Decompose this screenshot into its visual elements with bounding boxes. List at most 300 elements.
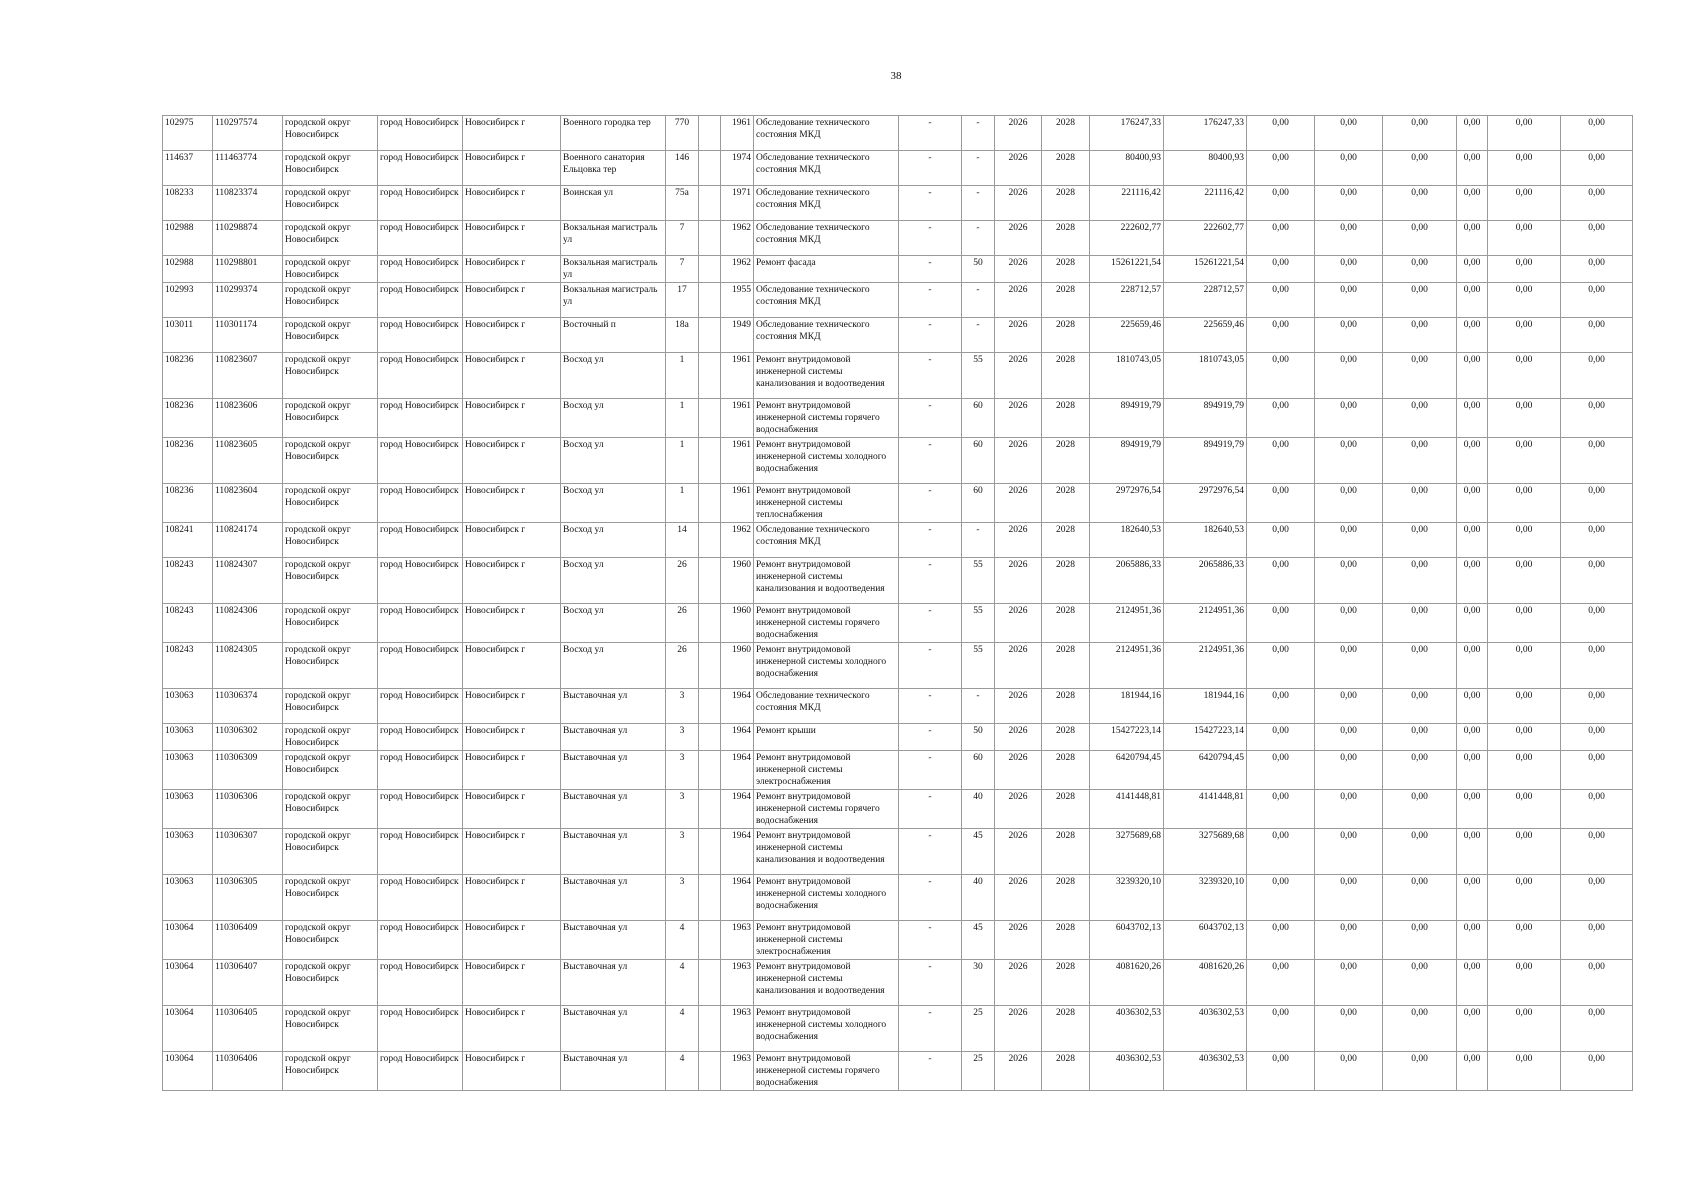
value-cell-2: 0,00 (1315, 604, 1383, 643)
value-cell-3: 0,00 (1383, 221, 1457, 256)
house-number-cell: 770 (666, 116, 699, 151)
work-code-cell: 110824305 (213, 643, 283, 689)
locality-cell: город Новосибирск (378, 318, 463, 353)
build-year-cell: 1960 (721, 558, 754, 604)
end-year-cell: 2028 (1042, 116, 1090, 151)
street-cell: Военного санатория Ельцовка тер (561, 151, 666, 186)
build-year-cell: 1964 (721, 724, 754, 751)
table-row (163, 1006, 1633, 1052)
value-cell-1: 0,00 (1247, 523, 1315, 558)
value-cell-5: 0,00 (1488, 151, 1561, 186)
fund-sum-cell: 222602,77 (1164, 221, 1247, 256)
value-cell-5: 0,00 (1488, 724, 1561, 751)
work-type-cell: Обследование технического состояния МКД (754, 221, 899, 256)
fund-sum-cell: 2972976,54 (1164, 484, 1247, 523)
work-code-cell: 110306405 (213, 1006, 283, 1052)
start-year-cell: 2026 (995, 353, 1042, 399)
empty-cell (699, 1052, 721, 1091)
wear-percent-cell: 45 (962, 829, 995, 875)
total-cost-cell: 182640,53 (1090, 523, 1164, 558)
wear-percent-cell: 55 (962, 353, 995, 399)
total-cost-cell: 6420794,45 (1090, 751, 1164, 790)
city-cell: Новосибирск г (463, 318, 561, 353)
table-row (163, 186, 1633, 221)
work-code-cell: 110824174 (213, 523, 283, 558)
work-type-cell: Обследование технического состояния МКД (754, 186, 899, 221)
house-number-cell: 75а (666, 186, 699, 221)
value-cell-5: 0,00 (1488, 116, 1561, 151)
fund-sum-cell: 15427223,14 (1164, 724, 1247, 751)
value-cell-1: 0,00 (1247, 399, 1315, 438)
end-year-cell: 2028 (1042, 724, 1090, 751)
house-number-cell: 18а (666, 318, 699, 353)
fund-sum-cell: 4036302,53 (1164, 1006, 1247, 1052)
value-cell-6: 0,00 (1561, 186, 1633, 221)
total-cost-cell: 80400,93 (1090, 151, 1164, 186)
work-type-cell: Ремонт внутридомовой инженерной системы канализования и водоотведения (754, 558, 899, 604)
dash-cell: - (899, 221, 962, 256)
empty-cell (699, 604, 721, 643)
dash-cell: - (899, 643, 962, 689)
dash-cell: - (899, 318, 962, 353)
value-cell-2: 0,00 (1315, 1052, 1383, 1091)
street-cell: Восход ул (561, 399, 666, 438)
dash-cell: - (899, 399, 962, 438)
value-cell-2: 0,00 (1315, 829, 1383, 875)
end-year-cell: 2028 (1042, 256, 1090, 283)
house-id-cell: 108233 (163, 186, 213, 221)
table-row (163, 875, 1633, 921)
value-cell-1: 0,00 (1247, 689, 1315, 724)
house-id-cell: 103064 (163, 921, 213, 960)
house-number-cell: 1 (666, 484, 699, 523)
house-id-cell: 102993 (163, 283, 213, 318)
empty-cell (699, 829, 721, 875)
value-cell-3: 0,00 (1383, 751, 1457, 790)
build-year-cell: 1974 (721, 151, 754, 186)
house-number-cell: 26 (666, 558, 699, 604)
locality-cell: город Новосибирск (378, 643, 463, 689)
locality-cell: город Новосибирск (378, 604, 463, 643)
city-cell: Новосибирск г (463, 724, 561, 751)
locality-cell: город Новосибирск (378, 399, 463, 438)
city-cell: Новосибирск г (463, 1006, 561, 1052)
total-cost-cell: 2124951,36 (1090, 643, 1164, 689)
house-id-cell: 108243 (163, 643, 213, 689)
work-type-cell: Обследование технического состояния МКД (754, 283, 899, 318)
value-cell-1: 0,00 (1247, 151, 1315, 186)
value-cell-1: 0,00 (1247, 256, 1315, 283)
empty-cell (699, 1006, 721, 1052)
dash-cell: - (899, 724, 962, 751)
district-cell: городской округ Новосибирск (283, 921, 378, 960)
house-number-cell: 3 (666, 875, 699, 921)
value-cell-4: 0,00 (1457, 643, 1488, 689)
build-year-cell: 1961 (721, 116, 754, 151)
street-cell: Вокзальная магистраль ул (561, 221, 666, 256)
fund-sum-cell: 894919,79 (1164, 438, 1247, 484)
start-year-cell: 2026 (995, 921, 1042, 960)
street-cell: Восход ул (561, 353, 666, 399)
dash-cell: - (899, 438, 962, 484)
work-type-cell: Ремонт фасада (754, 256, 899, 283)
value-cell-2: 0,00 (1315, 186, 1383, 221)
locality-cell: город Новосибирск (378, 116, 463, 151)
empty-cell (699, 256, 721, 283)
value-cell-3: 0,00 (1383, 484, 1457, 523)
value-cell-4: 0,00 (1457, 438, 1488, 484)
house-id-cell: 108243 (163, 604, 213, 643)
value-cell-6: 0,00 (1561, 523, 1633, 558)
city-cell: Новосибирск г (463, 221, 561, 256)
total-cost-cell: 2124951,36 (1090, 604, 1164, 643)
value-cell-5: 0,00 (1488, 558, 1561, 604)
value-cell-2: 0,00 (1315, 399, 1383, 438)
house-number-cell: 4 (666, 1052, 699, 1091)
work-code-cell: 110823607 (213, 353, 283, 399)
table-row (163, 829, 1633, 875)
work-type-cell: Ремонт внутридомовой инженерной системы электроснабжения (754, 921, 899, 960)
wear-percent-cell: - (962, 221, 995, 256)
fund-sum-cell: 228712,57 (1164, 283, 1247, 318)
end-year-cell: 2028 (1042, 790, 1090, 829)
wear-percent-cell: - (962, 523, 995, 558)
city-cell: Новосибирск г (463, 790, 561, 829)
dash-cell: - (899, 116, 962, 151)
value-cell-4: 0,00 (1457, 921, 1488, 960)
start-year-cell: 2026 (995, 790, 1042, 829)
total-cost-cell: 4036302,53 (1090, 1052, 1164, 1091)
work-type-cell: Обследование технического состояния МКД (754, 151, 899, 186)
end-year-cell: 2028 (1042, 318, 1090, 353)
work-code-cell: 111463774 (213, 151, 283, 186)
build-year-cell: 1971 (721, 186, 754, 221)
value-cell-6: 0,00 (1561, 875, 1633, 921)
work-code-cell: 110306306 (213, 790, 283, 829)
house-number-cell: 3 (666, 689, 699, 724)
locality-cell: город Новосибирск (378, 724, 463, 751)
table-row (163, 724, 1633, 751)
value-cell-1: 0,00 (1247, 604, 1315, 643)
value-cell-3: 0,00 (1383, 1006, 1457, 1052)
value-cell-1: 0,00 (1247, 558, 1315, 604)
locality-cell: город Новосибирск (378, 484, 463, 523)
value-cell-3: 0,00 (1383, 256, 1457, 283)
value-cell-4: 0,00 (1457, 1006, 1488, 1052)
locality-cell: город Новосибирск (378, 921, 463, 960)
locality-cell: город Новосибирск (378, 1052, 463, 1091)
house-id-cell: 108236 (163, 353, 213, 399)
total-cost-cell: 6043702,13 (1090, 921, 1164, 960)
value-cell-6: 0,00 (1561, 960, 1633, 1006)
value-cell-1: 0,00 (1247, 484, 1315, 523)
house-number-cell: 4 (666, 921, 699, 960)
value-cell-5: 0,00 (1488, 256, 1561, 283)
build-year-cell: 1963 (721, 960, 754, 1006)
house-id-cell: 114637 (163, 151, 213, 186)
value-cell-3: 0,00 (1383, 558, 1457, 604)
empty-cell (699, 960, 721, 1006)
value-cell-2: 0,00 (1315, 1006, 1383, 1052)
value-cell-6: 0,00 (1561, 1006, 1633, 1052)
house-number-cell: 4 (666, 1006, 699, 1052)
district-cell: городской округ Новосибирск (283, 256, 378, 283)
street-cell: Выставочная ул (561, 875, 666, 921)
district-cell: городской округ Новосибирск (283, 724, 378, 751)
value-cell-5: 0,00 (1488, 221, 1561, 256)
table-row (163, 790, 1633, 829)
end-year-cell: 2028 (1042, 151, 1090, 186)
total-cost-cell: 894919,79 (1090, 399, 1164, 438)
value-cell-2: 0,00 (1315, 484, 1383, 523)
value-cell-1: 0,00 (1247, 353, 1315, 399)
city-cell: Новосибирск г (463, 151, 561, 186)
city-cell: Новосибирск г (463, 643, 561, 689)
empty-cell (699, 399, 721, 438)
house-number-cell: 3 (666, 724, 699, 751)
dash-cell: - (899, 751, 962, 790)
work-type-cell: Обследование технического состояния МКД (754, 116, 899, 151)
value-cell-5: 0,00 (1488, 399, 1561, 438)
city-cell: Новосибирск г (463, 353, 561, 399)
value-cell-6: 0,00 (1561, 724, 1633, 751)
house-id-cell: 108236 (163, 399, 213, 438)
value-cell-1: 0,00 (1247, 438, 1315, 484)
district-cell: городской округ Новосибирск (283, 790, 378, 829)
work-code-cell: 110306309 (213, 751, 283, 790)
district-cell: городской округ Новосибирск (283, 643, 378, 689)
work-type-cell: Ремонт внутридомовой инженерной системы холодного водоснабжения (754, 438, 899, 484)
fund-sum-cell: 176247,33 (1164, 116, 1247, 151)
total-cost-cell: 222602,77 (1090, 221, 1164, 256)
district-cell: городской округ Новосибирск (283, 875, 378, 921)
locality-cell: город Новосибирск (378, 256, 463, 283)
wear-percent-cell: 25 (962, 1006, 995, 1052)
empty-cell (699, 438, 721, 484)
wear-percent-cell: 50 (962, 724, 995, 751)
wear-percent-cell: 60 (962, 751, 995, 790)
build-year-cell: 1964 (721, 875, 754, 921)
value-cell-3: 0,00 (1383, 604, 1457, 643)
value-cell-5: 0,00 (1488, 960, 1561, 1006)
street-cell: Восход ул (561, 643, 666, 689)
district-cell: городской округ Новосибирск (283, 751, 378, 790)
district-cell: городской округ Новосибирск (283, 1006, 378, 1052)
wear-percent-cell: - (962, 283, 995, 318)
work-code-cell: 110823606 (213, 399, 283, 438)
value-cell-2: 0,00 (1315, 318, 1383, 353)
street-cell: Воинская ул (561, 186, 666, 221)
value-cell-1: 0,00 (1247, 116, 1315, 151)
locality-cell: город Новосибирск (378, 353, 463, 399)
work-code-cell: 110306374 (213, 689, 283, 724)
fund-sum-cell: 6420794,45 (1164, 751, 1247, 790)
locality-cell: город Новосибирск (378, 151, 463, 186)
wear-percent-cell: 60 (962, 484, 995, 523)
value-cell-2: 0,00 (1315, 724, 1383, 751)
value-cell-3: 0,00 (1383, 829, 1457, 875)
street-cell: Восход ул (561, 558, 666, 604)
value-cell-3: 0,00 (1383, 1052, 1457, 1091)
table-row (163, 353, 1633, 399)
empty-cell (699, 353, 721, 399)
wear-percent-cell: 55 (962, 643, 995, 689)
total-cost-cell: 3275689,68 (1090, 829, 1164, 875)
work-type-cell: Обследование технического состояния МКД (754, 523, 899, 558)
dash-cell: - (899, 558, 962, 604)
dash-cell: - (899, 1052, 962, 1091)
value-cell-6: 0,00 (1561, 1052, 1633, 1091)
value-cell-5: 0,00 (1488, 283, 1561, 318)
city-cell: Новосибирск г (463, 438, 561, 484)
locality-cell: город Новосибирск (378, 558, 463, 604)
district-cell: городской округ Новосибирск (283, 558, 378, 604)
build-year-cell: 1949 (721, 318, 754, 353)
fund-sum-cell: 4141448,81 (1164, 790, 1247, 829)
end-year-cell: 2028 (1042, 558, 1090, 604)
value-cell-5: 0,00 (1488, 438, 1561, 484)
value-cell-3: 0,00 (1383, 724, 1457, 751)
empty-cell (699, 689, 721, 724)
dash-cell: - (899, 604, 962, 643)
end-year-cell: 2028 (1042, 1052, 1090, 1091)
value-cell-4: 0,00 (1457, 604, 1488, 643)
value-cell-2: 0,00 (1315, 523, 1383, 558)
house-number-cell: 1 (666, 438, 699, 484)
value-cell-6: 0,00 (1561, 689, 1633, 724)
value-cell-4: 0,00 (1457, 283, 1488, 318)
work-code-cell: 110301174 (213, 318, 283, 353)
work-type-cell: Обследование технического состояния МКД (754, 318, 899, 353)
district-cell: городской округ Новосибирск (283, 689, 378, 724)
street-cell: Военного городка тер (561, 116, 666, 151)
value-cell-1: 0,00 (1247, 186, 1315, 221)
build-year-cell: 1955 (721, 283, 754, 318)
end-year-cell: 2028 (1042, 689, 1090, 724)
page-number: 38 (890, 70, 902, 82)
house-number-cell: 7 (666, 221, 699, 256)
value-cell-5: 0,00 (1488, 1052, 1561, 1091)
end-year-cell: 2028 (1042, 353, 1090, 399)
wear-percent-cell: 50 (962, 256, 995, 283)
city-cell: Новосибирск г (463, 604, 561, 643)
house-number-cell: 26 (666, 604, 699, 643)
end-year-cell: 2028 (1042, 186, 1090, 221)
dash-cell: - (899, 1006, 962, 1052)
fund-sum-cell: 3239320,10 (1164, 875, 1247, 921)
work-type-cell: Ремонт внутридомовой инженерной системы горячего водоснабжения (754, 399, 899, 438)
value-cell-1: 0,00 (1247, 724, 1315, 751)
value-cell-2: 0,00 (1315, 921, 1383, 960)
house-number-cell: 146 (666, 151, 699, 186)
wear-percent-cell: - (962, 116, 995, 151)
build-year-cell: 1960 (721, 604, 754, 643)
value-cell-3: 0,00 (1383, 151, 1457, 186)
start-year-cell: 2026 (995, 829, 1042, 875)
table-row (163, 921, 1633, 960)
value-cell-4: 0,00 (1457, 353, 1488, 399)
total-cost-cell: 15261221,54 (1090, 256, 1164, 283)
street-cell: Выставочная ул (561, 921, 666, 960)
value-cell-4: 0,00 (1457, 724, 1488, 751)
work-type-cell: Ремонт внутридомовой инженерной системы электроснабжения (754, 751, 899, 790)
value-cell-2: 0,00 (1315, 751, 1383, 790)
value-cell-1: 0,00 (1247, 221, 1315, 256)
house-id-cell: 108236 (163, 438, 213, 484)
wear-percent-cell: 55 (962, 604, 995, 643)
capital-repair-register-table (162, 115, 1633, 1091)
city-cell: Новосибирск г (463, 921, 561, 960)
value-cell-3: 0,00 (1383, 399, 1457, 438)
dash-cell: - (899, 283, 962, 318)
empty-cell (699, 751, 721, 790)
start-year-cell: 2026 (995, 186, 1042, 221)
value-cell-6: 0,00 (1561, 353, 1633, 399)
work-code-cell: 110823605 (213, 438, 283, 484)
table-row (163, 604, 1633, 643)
start-year-cell: 2026 (995, 724, 1042, 751)
district-cell: городской округ Новосибирск (283, 484, 378, 523)
end-year-cell: 2028 (1042, 921, 1090, 960)
fund-sum-cell: 6043702,13 (1164, 921, 1247, 960)
total-cost-cell: 1810743,05 (1090, 353, 1164, 399)
value-cell-3: 0,00 (1383, 643, 1457, 689)
total-cost-cell: 181944,16 (1090, 689, 1164, 724)
street-cell: Выставочная ул (561, 829, 666, 875)
house-number-cell: 17 (666, 283, 699, 318)
end-year-cell: 2028 (1042, 751, 1090, 790)
value-cell-4: 0,00 (1457, 256, 1488, 283)
street-cell: Выставочная ул (561, 689, 666, 724)
wear-percent-cell: - (962, 186, 995, 221)
district-cell: городской округ Новосибирск (283, 151, 378, 186)
value-cell-1: 0,00 (1247, 1006, 1315, 1052)
locality-cell: город Новосибирск (378, 283, 463, 318)
value-cell-3: 0,00 (1383, 116, 1457, 151)
empty-cell (699, 318, 721, 353)
value-cell-6: 0,00 (1561, 751, 1633, 790)
value-cell-4: 0,00 (1457, 318, 1488, 353)
city-cell: Новосибирск г (463, 256, 561, 283)
start-year-cell: 2026 (995, 116, 1042, 151)
value-cell-6: 0,00 (1561, 318, 1633, 353)
start-year-cell: 2026 (995, 399, 1042, 438)
dash-cell: - (899, 921, 962, 960)
fund-sum-cell: 2065886,33 (1164, 558, 1247, 604)
house-id-cell: 103063 (163, 751, 213, 790)
house-number-cell: 3 (666, 829, 699, 875)
start-year-cell: 2026 (995, 523, 1042, 558)
wear-percent-cell: 30 (962, 960, 995, 1006)
value-cell-2: 0,00 (1315, 960, 1383, 1006)
start-year-cell: 2026 (995, 643, 1042, 689)
house-id-cell: 103064 (163, 960, 213, 1006)
work-code-cell: 110824306 (213, 604, 283, 643)
fund-sum-cell: 1810743,05 (1164, 353, 1247, 399)
value-cell-1: 0,00 (1247, 960, 1315, 1006)
city-cell: Новосибирск г (463, 399, 561, 438)
table-row (163, 116, 1633, 151)
house-number-cell: 26 (666, 643, 699, 689)
start-year-cell: 2026 (995, 151, 1042, 186)
district-cell: городской округ Новосибирск (283, 283, 378, 318)
city-cell: Новосибирск г (463, 186, 561, 221)
work-code-cell: 110306407 (213, 960, 283, 1006)
house-number-cell: 14 (666, 523, 699, 558)
value-cell-4: 0,00 (1457, 151, 1488, 186)
district-cell: городской округ Новосибирск (283, 399, 378, 438)
value-cell-5: 0,00 (1488, 186, 1561, 221)
